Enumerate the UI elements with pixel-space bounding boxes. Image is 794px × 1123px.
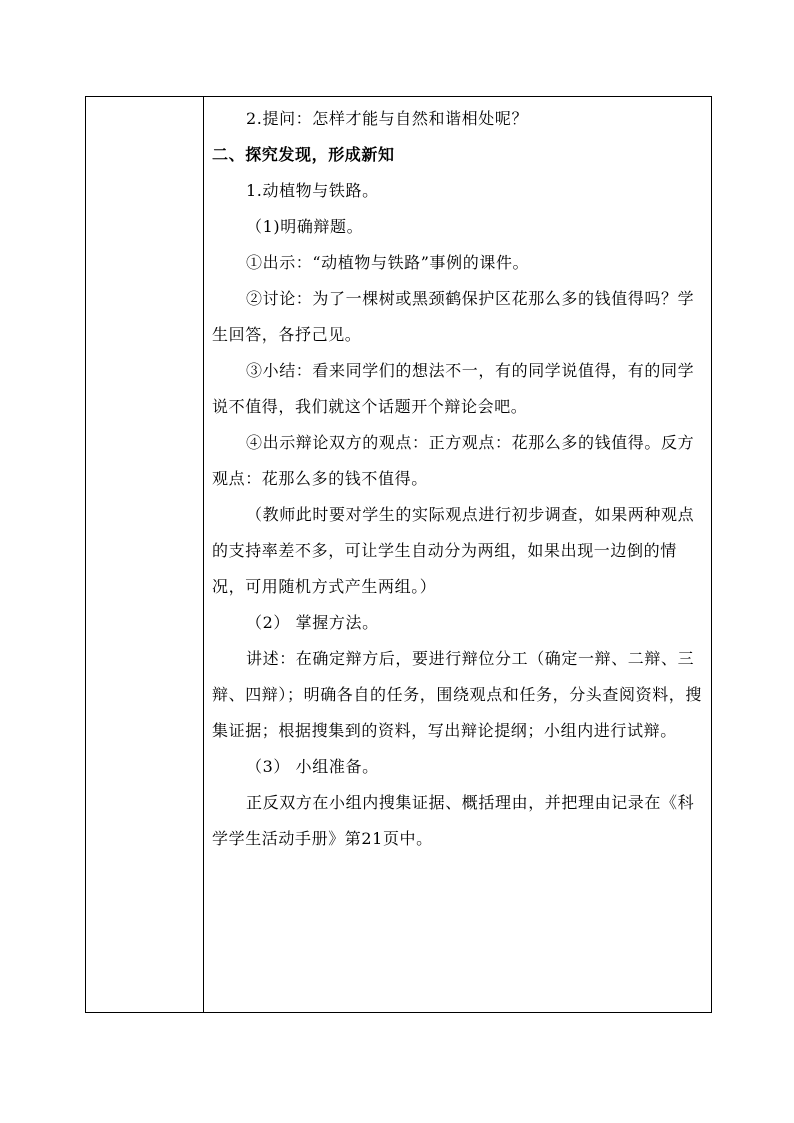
subsection-title: 1.动植物与铁路。 [246,181,379,200]
content-cell [204,97,712,1013]
list-item: ③小结：看来同学们的想法不一，有的同学说值得，有的同学说不值得，我们就这个话题开个辩论会吧。 [212,361,695,416]
step-title: （1)明确辩题。 [246,217,364,236]
lesson-table [85,96,712,1013]
list-item: ②讨论：为了一棵树或黑颈鹤保护区花那么多的钱值得吗？学生回答，各抒己见。 [212,289,695,344]
instruction-paragraph: 正反双方在小组内搜集证据、概括理由，并把理由记录在《科学学生活动手册》第21页中。 [212,793,695,848]
teacher-note: （教师此时要对学生的实际观点进行初步调查，如果两种观点的支持率差不多，可让学生自动分为两组，如果出现一边倒的情况，可用随机方式产生两组。） [212,505,695,596]
explanation-paragraph: 讲述：在确定辩方后，要进行辩位分工（确定一辩、二辩、三辩、四辩）；明确各自的任务，围绕观点和任务，分头查阅资料，搜集证据；根据搜集到的资料，写出辩论提纲；小组内进行试辩。 [212,649,703,740]
question-paragraph: 2.提问：怎样才能与自然和谐相处呢？ [246,109,529,128]
lesson-content [204,97,711,857]
list-item: ①出示：“动植物与铁路”事例的课件。 [246,253,530,272]
step-title: （2） 掌握方法。 [246,613,379,632]
table-row [86,97,712,1013]
step-title: （3） 小组准备。 [246,757,379,776]
section-heading: 二、探究发现，形成新知 [212,145,395,164]
list-item: ④出示辩论双方的观点：正方观点：花那么多的钱值得。反方观点：花那么多的钱不值得。 [212,433,695,488]
left-column-cell [86,97,204,1013]
